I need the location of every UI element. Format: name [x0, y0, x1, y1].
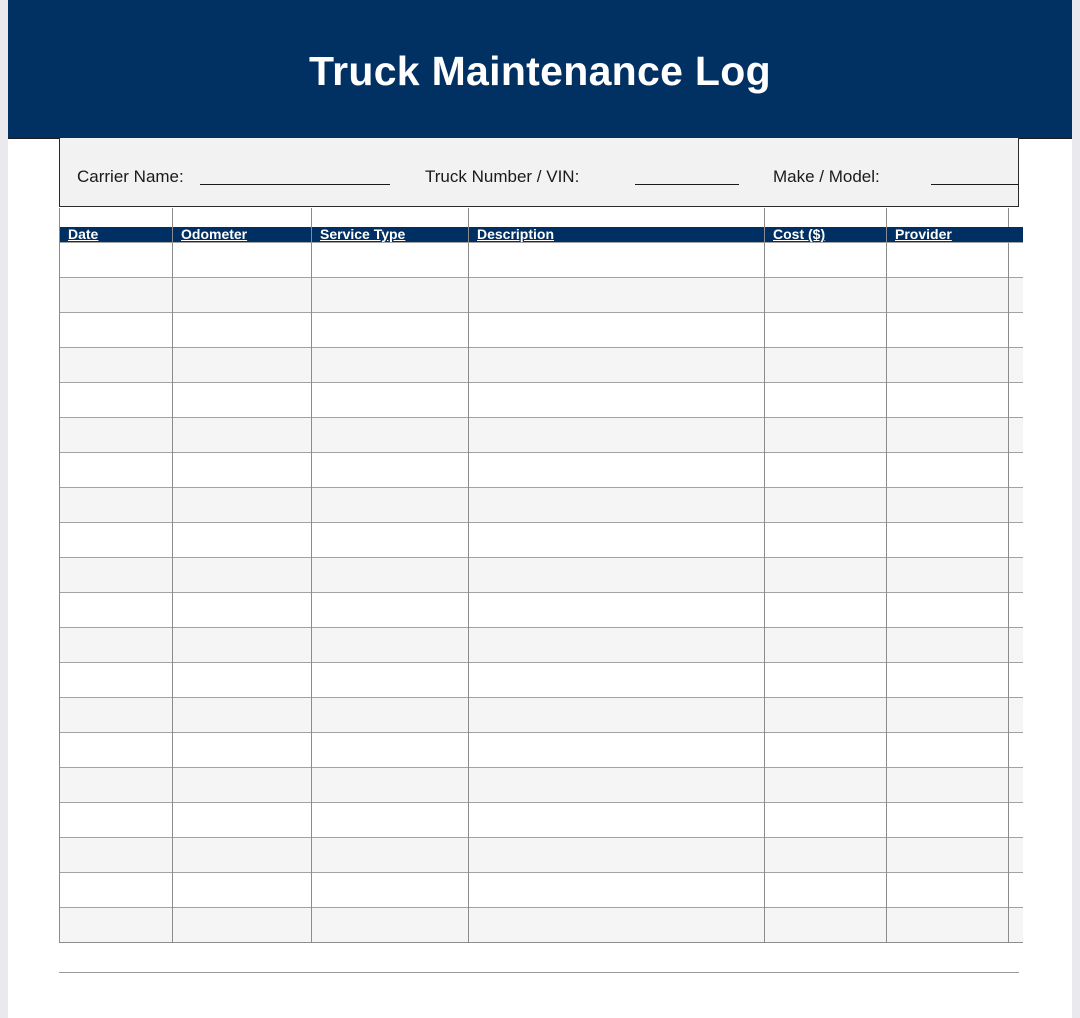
extra-cell [1009, 488, 1023, 523]
log-page [8, 0, 1072, 1018]
odometer-cell[interactable] [173, 313, 312, 348]
cost-cell[interactable] [765, 278, 887, 313]
date-cell[interactable] [60, 453, 173, 488]
odometer-cell[interactable] [173, 243, 312, 278]
cost-cell[interactable] [765, 488, 887, 523]
table-row [60, 558, 1023, 593]
description-cell[interactable] [469, 873, 765, 908]
provider-cell[interactable] [887, 488, 1009, 523]
table-row [60, 698, 1023, 733]
odometer-cell[interactable] [173, 418, 312, 453]
extra-cell [1009, 348, 1023, 383]
odometer-cell[interactable] [173, 488, 312, 523]
date-cell[interactable] [60, 243, 173, 278]
odometer-cell[interactable] [173, 383, 312, 418]
service-type-cell[interactable] [312, 593, 469, 628]
provider-cell[interactable] [887, 593, 1009, 628]
odometer-cell[interactable] [173, 558, 312, 593]
cost-cell[interactable] [765, 628, 887, 663]
service-type-cell[interactable] [312, 418, 469, 453]
date-cell[interactable] [60, 838, 173, 873]
provider-cell[interactable] [887, 383, 1009, 418]
truck-info-box [59, 138, 1019, 207]
service-type-cell[interactable] [312, 733, 469, 768]
description-cell[interactable] [469, 453, 765, 488]
date-cell[interactable] [60, 698, 173, 733]
cost-cell[interactable] [765, 908, 887, 943]
description-cell[interactable] [469, 698, 765, 733]
table-row [60, 838, 1023, 873]
odometer-cell[interactable] [173, 768, 312, 803]
service-type-cell[interactable] [312, 558, 469, 593]
cost-cell[interactable] [765, 348, 887, 383]
date-cell[interactable] [60, 418, 173, 453]
service-type-cell[interactable] [312, 698, 469, 733]
cost-cell[interactable] [765, 523, 887, 558]
provider-cell[interactable] [887, 803, 1009, 838]
title-banner [8, 0, 1072, 139]
provider-cell[interactable] [887, 558, 1009, 593]
date-cell[interactable] [60, 908, 173, 943]
description-cell[interactable] [469, 593, 765, 628]
cost-cell[interactable] [765, 418, 887, 453]
provider-cell[interactable] [887, 698, 1009, 733]
odometer-cell[interactable] [173, 698, 312, 733]
extra-cell [1009, 243, 1023, 278]
table-row [60, 628, 1023, 663]
extra-cell [1009, 908, 1023, 943]
date-cell[interactable] [60, 873, 173, 908]
description-cell[interactable] [469, 663, 765, 698]
provider-cell[interactable] [887, 313, 1009, 348]
service-type-cell[interactable] [312, 278, 469, 313]
date-cell[interactable] [60, 803, 173, 838]
date-cell[interactable] [60, 383, 173, 418]
service-type-cell[interactable] [312, 348, 469, 383]
odometer-cell[interactable] [173, 523, 312, 558]
service-type-cell[interactable] [312, 803, 469, 838]
provider-cell[interactable] [887, 348, 1009, 383]
odometer-cell[interactable] [173, 278, 312, 313]
odometer-cell[interactable] [173, 593, 312, 628]
maintenance-table [59, 208, 1023, 943]
extra-cell [1009, 873, 1023, 908]
cost-cell[interactable] [765, 838, 887, 873]
date-cell[interactable] [60, 628, 173, 663]
extra-cell [1009, 593, 1023, 628]
extra-cell [1009, 383, 1023, 418]
page-title: Truck Maintenance Log [309, 47, 771, 94]
column-header-cost: Cost ($) [765, 227, 887, 243]
carrier-name-field[interactable] [200, 184, 390, 185]
cost-cell[interactable] [765, 383, 887, 418]
table-row [60, 873, 1023, 908]
cost-cell[interactable] [765, 453, 887, 488]
description-cell[interactable] [469, 523, 765, 558]
extra-cell [1009, 838, 1023, 873]
table-row [60, 243, 1023, 278]
description-cell[interactable] [469, 768, 765, 803]
date-cell[interactable] [60, 348, 173, 383]
extra-cell [1009, 523, 1023, 558]
carrier-name-label: Carrier Name: [77, 167, 184, 186]
maintenance-table-wrap [59, 208, 1022, 940]
table-row [60, 383, 1023, 418]
column-header-provider: Provider [887, 227, 1009, 243]
cost-cell[interactable] [765, 768, 887, 803]
description-cell[interactable] [469, 733, 765, 768]
date-cell[interactable] [60, 313, 173, 348]
provider-cell[interactable] [887, 453, 1009, 488]
description-cell[interactable] [469, 628, 765, 663]
service-type-cell[interactable] [312, 838, 469, 873]
provider-cell[interactable] [887, 768, 1009, 803]
extra-cell [1009, 663, 1023, 698]
description-cell[interactable] [469, 838, 765, 873]
extra-cell [1009, 768, 1023, 803]
cost-cell[interactable] [765, 733, 887, 768]
table-row [60, 908, 1023, 943]
truck-number-field[interactable] [635, 184, 739, 185]
date-cell[interactable] [60, 558, 173, 593]
description-cell[interactable] [469, 313, 765, 348]
column-header-date: Date [60, 227, 173, 243]
table-row [60, 733, 1023, 768]
table-row [60, 313, 1023, 348]
table-row [60, 488, 1023, 523]
description-cell[interactable] [469, 418, 765, 453]
extra-cell [1009, 558, 1023, 593]
date-cell[interactable] [60, 593, 173, 628]
table-row [60, 803, 1023, 838]
log-body [60, 243, 1023, 943]
service-type-cell[interactable] [312, 313, 469, 348]
table-row [60, 278, 1023, 313]
date-cell[interactable] [60, 523, 173, 558]
table-row [60, 663, 1023, 698]
cost-cell[interactable] [765, 698, 887, 733]
service-type-cell[interactable] [312, 628, 469, 663]
extra-cell [1009, 733, 1023, 768]
cost-cell[interactable] [765, 873, 887, 908]
service-type-cell[interactable] [312, 243, 469, 278]
column-header-extra [1009, 227, 1023, 243]
cost-cell[interactable] [765, 593, 887, 628]
description-cell[interactable] [469, 488, 765, 523]
description-cell[interactable] [469, 348, 765, 383]
header-spacer-cell [312, 208, 469, 227]
cost-cell[interactable] [765, 803, 887, 838]
odometer-cell[interactable] [173, 873, 312, 908]
provider-cell[interactable] [887, 733, 1009, 768]
description-cell[interactable] [469, 278, 765, 313]
extra-cell [1009, 278, 1023, 313]
provider-cell[interactable] [887, 873, 1009, 908]
odometer-cell[interactable] [173, 628, 312, 663]
provider-cell[interactable] [887, 418, 1009, 453]
date-cell[interactable] [60, 278, 173, 313]
table-row [60, 593, 1023, 628]
service-type-cell[interactable] [312, 768, 469, 803]
make-model-label: Make / Model: [773, 167, 880, 186]
description-cell[interactable] [469, 803, 765, 838]
column-header-odometer: Odometer [173, 227, 312, 243]
odometer-cell[interactable] [173, 453, 312, 488]
footer-rule [59, 972, 1019, 973]
service-type-cell[interactable] [312, 488, 469, 523]
date-cell[interactable] [60, 733, 173, 768]
cost-cell[interactable] [765, 558, 887, 593]
description-cell[interactable] [469, 243, 765, 278]
service-type-cell[interactable] [312, 453, 469, 488]
service-type-cell[interactable] [312, 873, 469, 908]
date-cell[interactable] [60, 663, 173, 698]
description-cell[interactable] [469, 383, 765, 418]
odometer-cell[interactable] [173, 838, 312, 873]
table-row [60, 768, 1023, 803]
provider-cell[interactable] [887, 628, 1009, 663]
cost-cell[interactable] [765, 663, 887, 698]
service-type-cell[interactable] [312, 523, 469, 558]
table-row [60, 523, 1023, 558]
column-header-description: Description [469, 227, 765, 243]
table-row [60, 348, 1023, 383]
column-header-service-type: Service Type [312, 227, 469, 243]
extra-cell [1009, 803, 1023, 838]
provider-cell[interactable] [887, 663, 1009, 698]
column-header-row [60, 227, 1023, 243]
header-spacer-cell [60, 208, 173, 227]
truck-number-label: Truck Number / VIN: [425, 167, 580, 186]
extra-cell [1009, 313, 1023, 348]
cost-cell[interactable] [765, 313, 887, 348]
service-type-cell[interactable] [312, 663, 469, 698]
header-spacer-cell [173, 208, 312, 227]
extra-cell [1009, 628, 1023, 663]
description-cell[interactable] [469, 558, 765, 593]
date-cell[interactable] [60, 488, 173, 523]
header-spacer-row [60, 208, 1023, 227]
odometer-cell[interactable] [173, 663, 312, 698]
service-type-cell[interactable] [312, 383, 469, 418]
provider-cell[interactable] [887, 523, 1009, 558]
odometer-cell[interactable] [173, 908, 312, 943]
provider-cell[interactable] [887, 838, 1009, 873]
service-type-cell[interactable] [312, 908, 469, 943]
provider-cell[interactable] [887, 908, 1009, 943]
extra-cell [1009, 698, 1023, 733]
header-spacer-cell [469, 208, 765, 227]
description-cell[interactable] [469, 908, 765, 943]
table-row [60, 453, 1023, 488]
provider-cell[interactable] [887, 278, 1009, 313]
odometer-cell[interactable] [173, 348, 312, 383]
make-model-field[interactable] [931, 184, 1019, 185]
extra-cell [1009, 418, 1023, 453]
odometer-cell[interactable] [173, 733, 312, 768]
header-spacer-cell [1009, 208, 1023, 227]
odometer-cell[interactable] [173, 803, 312, 838]
header-spacer-cell [887, 208, 1009, 227]
date-cell[interactable] [60, 768, 173, 803]
table-row [60, 418, 1023, 453]
provider-cell[interactable] [887, 243, 1009, 278]
cost-cell[interactable] [765, 243, 887, 278]
header-spacer-cell [765, 208, 887, 227]
extra-cell [1009, 453, 1023, 488]
